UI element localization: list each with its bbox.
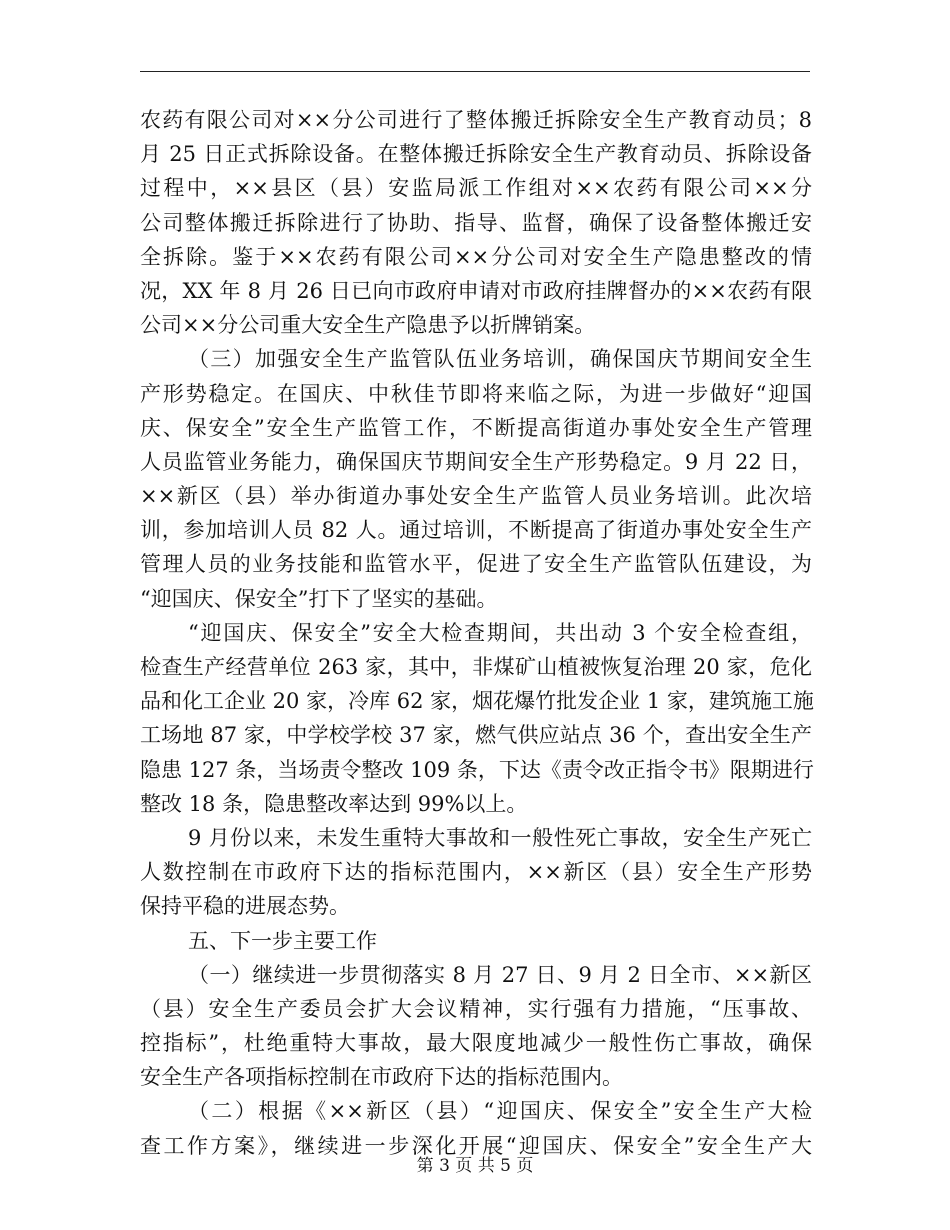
text-line: 检查生产经营单位 263 家，其中，非煤矿山植被恢复治理 20 家，危化 <box>140 655 812 679</box>
text-line: 过程中，××县区（县）安监局派工作组对××农药有限公司××分 <box>140 176 812 201</box>
text-line: （县）安全生产委员会扩大会议精神，实行强有力措施，“压事故、 <box>140 996 812 1021</box>
text-line: 全拆除。鉴于××农药有限公司××分公司对安全生产隐患整改的情 <box>140 244 812 269</box>
header-rule <box>140 71 810 72</box>
text-line: （二）根据《××新区（县）“迎国庆、保安全”安全生产大检 <box>188 1099 812 1124</box>
document-body <box>140 103 812 1163</box>
text-line: 控指标”，杜绝重特大事故，最大限度地减少一般性伤亡事故，确保 <box>140 1031 812 1056</box>
text-line: 庆、保安全”安全生产监管工作，不断提高街道办事处安全生产管理 <box>140 415 812 440</box>
text-line: 9 月份以来，未发生重特大事故和一般性死亡事故，安全生产死亡 <box>188 825 812 850</box>
text-line: 公司整体搬迁拆除进行了协助、指导、监督，确保了设备整体搬迁安 <box>140 210 812 235</box>
text-line: 月 25 日正式拆除设备。在整体搬迁拆除安全生产教育动员、拆除设备 <box>140 142 812 167</box>
text-line: 整改 18 条，隐患整改率达到 99%以上。 <box>140 791 528 816</box>
text-line: 农药有限公司对××分公司进行了整体搬迁拆除安全生产教育动员；8 <box>140 108 812 132</box>
text-line: （一）继续进一步贯彻落实 8 月 27 日、9 月 2 日全市、××新区 <box>188 962 812 987</box>
text-line: ××新区（县）举办街道办事处安全生产监管人员业务培训。此次培 <box>140 484 812 509</box>
text-line: “迎国庆、保安全”安全大检查期间，共出动 3 个安全检查组， <box>188 620 812 645</box>
text-line: 产形势稳定。在国庆、中秋佳节即将来临之际，为进一步做好“迎国 <box>140 381 812 406</box>
page-number: 第 3 页 共 5 页 <box>416 1156 534 1176</box>
text-line: （三）加强安全生产监管队伍业务培训，确保国庆节期间安全生 <box>188 347 812 372</box>
text-line: 隐患 127 条，当场责令整改 109 条，下达《责令改正指令书》限期进行 <box>140 757 814 782</box>
text-line: 人员监管业务能力，确保国庆节期间安全生产形势稳定。9 月 22 日， <box>140 449 812 474</box>
text-line: 训，参加培训人员 82 人。通过培训，不断提高了街道办事处安全生产 <box>140 518 812 543</box>
text-line: “迎国庆、保安全”打下了坚实的基础。 <box>140 586 498 611</box>
text-line: 况，XX 年 8 月 26 日已向市政府申请对市政府挂牌督办的××农药有限 <box>140 278 812 303</box>
text-line: 安全生产各项指标控制在市政府下达的指标范围内。 <box>140 1065 623 1090</box>
text-line: 工场地 87 家，中学校学校 37 家，燃气供应站点 36 个，查出安全生产 <box>140 723 812 748</box>
text-line: 保持平稳的进展态势。 <box>140 894 350 919</box>
text-line: 查工作方案》，继续进一步深化开展“迎国庆、保安全”安全生产大 <box>140 1133 812 1158</box>
section-heading: 五、下一步主要工作 <box>188 928 377 953</box>
text-line: 公司××分公司重大安全生产隐患予以折牌销案。 <box>140 313 596 338</box>
text-line: 管理人员的业务技能和监管水平，促进了安全生产监管队伍建设，为 <box>140 552 812 577</box>
text-line: 品和化工企业 20 家，冷库 62 家，烟花爆竹批发企业 1 家，建筑施工施 <box>140 689 814 714</box>
text-line: 人数控制在市政府下达的指标范围内，××新区（县）安全生产形势 <box>140 860 812 885</box>
